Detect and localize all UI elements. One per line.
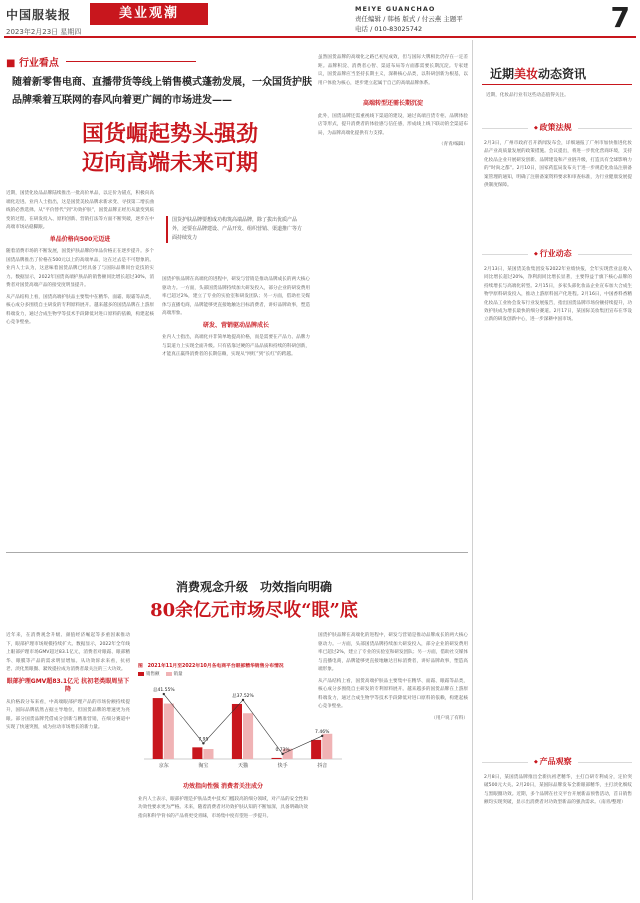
second-column-3 [318, 632, 468, 723]
legend-item-sales [138, 671, 160, 677]
chart-point [281, 753, 283, 755]
kicker-rule [66, 61, 196, 62]
chart-legend [138, 671, 348, 677]
chart-data-label: 7.46% [315, 729, 330, 735]
sidebar-intro: 近期，化妆品行业有这些动态值得关注。 [486, 93, 569, 98]
second-col1-para-b: 从价格段分布来看，中高端眼部护理产品的市场份额持续提升，国际品牌依然占据主导地位，但国货品牌的增速更为亮眼。部分国货品牌凭借成分创新与精准营销，在细分赛道中实现了快速突围，成为拉动市场增长的新力量。 [6, 699, 130, 730]
headline-line-2: 迈向高端未来可期 [81, 150, 258, 176]
masthead-rule [4, 36, 636, 38]
sidebar-title [490, 65, 586, 82]
sidebar-title-pre: 近期 [490, 67, 515, 81]
lead-col1-para-a: 近期，国货化妆品品牌陆续推出一批高价单品，以定价为锚点，积极向高端化迈进。业内人士指出，这是国货美妆品牌求新求变、寻找第二增长曲线的必然选择。从“平价替代”到“功效护肤”，国货品牌正经历从量变到质变的过程，在研发投入、原料创新、营销打法等方面不断突破，逐步在中高端市场站稳脚跟。 [6, 191, 154, 230]
chart-data-label: 0.73% [275, 747, 290, 753]
lead-col3-para-b: 此外，国货品牌还需重视线下渠道的建设，通过高端百货专柜、品牌体验店等形式，提升消费者的体验感与信任感，形成线上线下联动的全渠道布局，为品牌高端化提供有力支撑。 [318, 113, 468, 136]
sidebar-section-industry [478, 248, 636, 262]
second-column-2 [138, 780, 308, 821]
lead-col1-para-b: 随着消费市场的不断发展，国货护肤品牌的单品价格正在逐步提升。多个国货品牌推出了价格在500元以上的高端单品，这在过去是不可想象的。业内人士认为，这意味着国货品牌已经具备了与国际品牌同台竞技的实力。数据显示，2022年国货高端护肤品的销售额同比增长超过30%，消费者对国货高端产品的接受度明显提升。 [6, 249, 154, 288]
lead-column-3 [318, 54, 468, 150]
legend-sales-label: 销售额 [146, 672, 160, 677]
headline-line-1: 国货崛起势头强劲 [81, 121, 258, 147]
lead-subhead-1: 单品价格向500元迈进 [49, 235, 111, 243]
sidebar-title-post: 动态资讯 [538, 67, 587, 81]
chart-x-tick: 京东 [158, 763, 169, 769]
sidebar [478, 40, 636, 900]
chart-bar [203, 749, 213, 759]
chart-bar [243, 713, 253, 759]
second-byline: （用户说了有料） [431, 715, 468, 721]
lead-col3-para-a: 虽然国货品牌的高端化之路已初见成效，但与国际大牌相比仍存在一定差距。品牌积淀、消费者心智、渠道布局等方面都需要长期沉淀。专家建议，国货品牌应当坚持长期主义，深耕核心品类，以科研创新为根基，以用户体验为核心，逐步建立起属于自己的高端品牌体系。 [318, 55, 468, 86]
main-column [4, 40, 469, 900]
chart-title: 图 2021年11月至2022年10月各电商平台眼部精华销售分布情况 [138, 664, 284, 669]
legend-volume-label: 销量 [173, 672, 183, 677]
sidebar-section-text: 2月8日，某国货品牌推出全新抗初老精华，主打自研专利成分，定价突破500元大关。2月20日，某国际品牌发布全新眼部精华，主打淡化细纹与黑眼圈功效。近期，多个品牌在社交平台开展新品预售活动，首日销售额均实现突破，显示出消费者对功效型新品的强劲需求。（南青/整理） [484, 775, 632, 806]
chart-bar [311, 740, 321, 759]
second-col3-para-b: 从产品结构上看，国货高端护肤品主要集中在精华、面霜、眼霜等品类，核心成分多围绕自主研发的专利原料展开。越来越多的国货品牌在上游原料端发力，通过合成生物学等技术手段降低对进口原料的依赖，构建起核心竞争壁垒。 [318, 678, 468, 709]
editors: 责任编辑 / 韩杨 版式 / 付云燕 主题平 [355, 15, 463, 23]
lead-col1-para-c: 从产品结构上看，国货高端护肤品主要集中在精华、面霜、眼霜等品类，核心成分多围绕自主研发的专利原料展开。越来越多的国货品牌在上游原料端发力，通过合成生物学等技术手段降低对进口原料的依赖，构建起核心竞争壁垒。 [6, 294, 154, 325]
sidebar-title-accent: 美妆 [514, 67, 539, 81]
column-divider [472, 40, 473, 900]
sidebar-section-label: ◆ 行业动态 [528, 248, 578, 259]
sidebar-section-label: ◆ 政策法规 [528, 122, 578, 133]
chart-bar [192, 747, 202, 759]
chart-bar [164, 704, 174, 759]
lead-column-2 [162, 276, 310, 360]
chart-data-label: 总37.52% [232, 693, 254, 699]
chart-x-tick: 抖音 [317, 763, 328, 769]
edition-meta [355, 4, 463, 34]
lead-col2-para-b: 业内人士指出，高端化并非简单地提高价格，而是需要在产品力、品牌力与渠道力上实现全面升级。只有依靠过硬的产品品质和持续的科研创新，才能真正赢得消费者的长期信赖，实现从“网红”到“长红”的跨越。 [162, 335, 310, 357]
chart-point [321, 735, 323, 737]
chart-bar [153, 698, 163, 759]
chart-point [163, 693, 165, 695]
lead-column-1 [6, 190, 154, 328]
sidebar-section-text: 2月13日，某国货美妆集团发布2022年业绩快报，全年实现营业总收入同比增长超过20%，净利润同比增长显著，主要得益于旗下核心品牌的持续增长与高端化转型。2月15日，多家头部化妆品企业宣布加大合成生物学原料研发投入，推动上游原料国产化进程。2月16日，中国香料香精化妆品工业协会发布行业发展报告，指出国货品牌市场份额持续提升，功效护肤成为增长最快的细分赛道。2月17日，某国际美妆集团宣布在华设立新的研发创新中心，进一步深耕中国市场。 [484, 267, 632, 323]
newspaper-brand: 中国服装报 [6, 8, 72, 22]
chart-point [202, 742, 204, 744]
kicker: ■ 行业看点 [6, 58, 59, 69]
chart-plot [138, 679, 348, 771]
lead-headline [40, 120, 300, 178]
second-headline-1: 消费观念升级 功效指向明确 [175, 580, 332, 594]
pull-quote: 国货护肤品牌要想成功构筑高端品牌，除了拔出优质产品外，还要在品牌建设、产品开发、组织营销、渠道推广等方面持续发力 [166, 216, 306, 243]
second-col1-para: 近年来，在消费观念升级、颜值经济崛起等多重因素推动下，眼部护理市场规模持续扩大。数据显示，2022年全年线上眼部护理市场GMV超过83.1亿元，消费者对眼霜、眼部精华、眼膜等产品的需求明显增加。从功效诉求来看，抗初老、淡化黑眼圈、紧致提拉成为消费者最关注的三大功效。 [6, 633, 130, 672]
chart-bar [232, 704, 242, 759]
chart-x-tick: 快手 [277, 763, 288, 769]
edition-en: MEIYE GUANCHAO [355, 5, 436, 13]
second-col2-para: 业内人士表示，眼部护理是护肤品类中技术门槛较高的细分领域，对产品的安全性和功效性要求更为严格。未来，随着消费者对功效护肤认知的不断加深，具备明确功效指向和科学背书的产品将更受青睐，市场集中度有望进一步提升。 [138, 796, 308, 819]
section-badge: 美业观潮 [90, 3, 208, 25]
sales-chart [138, 662, 348, 774]
sidebar-section-label: ◆ 产品观察 [528, 756, 578, 767]
story-deck: 随着新零售电商、直播带货等线上销售模式蓬勃发展，一众国货护肤品牌乘着互联网的春风向着更广阔的市场进发—— [12, 77, 312, 106]
second-headline-2: 80余亿元市场尽收“眼”底 [150, 600, 358, 621]
lead-byline: （青青/编辑） [438, 142, 468, 147]
lead-col2-para-a: 国货护肤品牌在高端化的进程中，研发与营销是推动品牌成长的两大核心驱动力。一方面，头部国货品牌持续加大研发投入，部分企业的研发费用率已超过2%，建立了专业的实验室和研发团队；另一方面，借助社交媒体与直播电商，品牌能够更直接地触达目标消费者，讲好品牌故事，塑造高端形象。 [162, 277, 310, 316]
kicker-text: 行业看点 [18, 58, 59, 69]
issue-date: 2023年2月23日 星期四 [6, 28, 82, 36]
second-column-1 [6, 632, 130, 733]
chart-data-label: 7.95 [198, 737, 209, 743]
chart-x-tick: 天猫 [237, 763, 249, 769]
masthead [0, 0, 640, 38]
section-rule [6, 552, 468, 553]
lead-subhead-3: 高端转型还需长期沉淀 [362, 100, 423, 107]
legend-item-volume [166, 671, 183, 677]
chart-bar [272, 758, 282, 759]
lead-subhead-2: 研发、营销驱动品牌成长 [202, 321, 269, 329]
second-subhead-2: 功效指向性强 消费者关注成分 [182, 783, 264, 790]
chart-x-tick: 淘宝 [198, 763, 209, 769]
second-subhead-1: 眼部护理GMV超83.1亿元 抗初老类眼周呈下降 [6, 677, 130, 693]
page-number: 7 [610, 1, 630, 34]
sidebar-section-product [478, 756, 636, 770]
second-col3-para: 国货护肤品牌在高端化的进程中，研发与营销是推动品牌成长的两大核心驱动力。一方面，头部国货品牌持续加大研发投入，部分企业的研发费用率已超过2%，建立了专业的实验室和研发团队；另一方面，借助社交媒体与直播电商，品牌能够更直接地触达目标消费者，讲好品牌故事，塑造高端形象。 [318, 633, 468, 672]
phone: 电话 / 010-83025742 [355, 25, 423, 33]
sidebar-section-policy [478, 122, 636, 136]
sidebar-section-text: 2月3日，广州市政府召开新闻发布会，详细通报了广州市加快推进化妆品产业高质量发展的政策措施。会议提出，将进一步优化营商环境，支持化妆品企业开展研发创新、品牌建设和产业链升级，打造具有全球影响力的“时尚之都”。2月10日，国家药监局发布关于进一步规范化妆品注册备案管理的通知，明确了注册备案资料要求和审查标准，为行业健康发展提供制度保障。 [484, 141, 632, 189]
chart-bar [322, 734, 332, 759]
chart-point [242, 699, 244, 701]
sidebar-rule [482, 84, 632, 85]
chart-data-label: 总41.55% [152, 688, 175, 694]
